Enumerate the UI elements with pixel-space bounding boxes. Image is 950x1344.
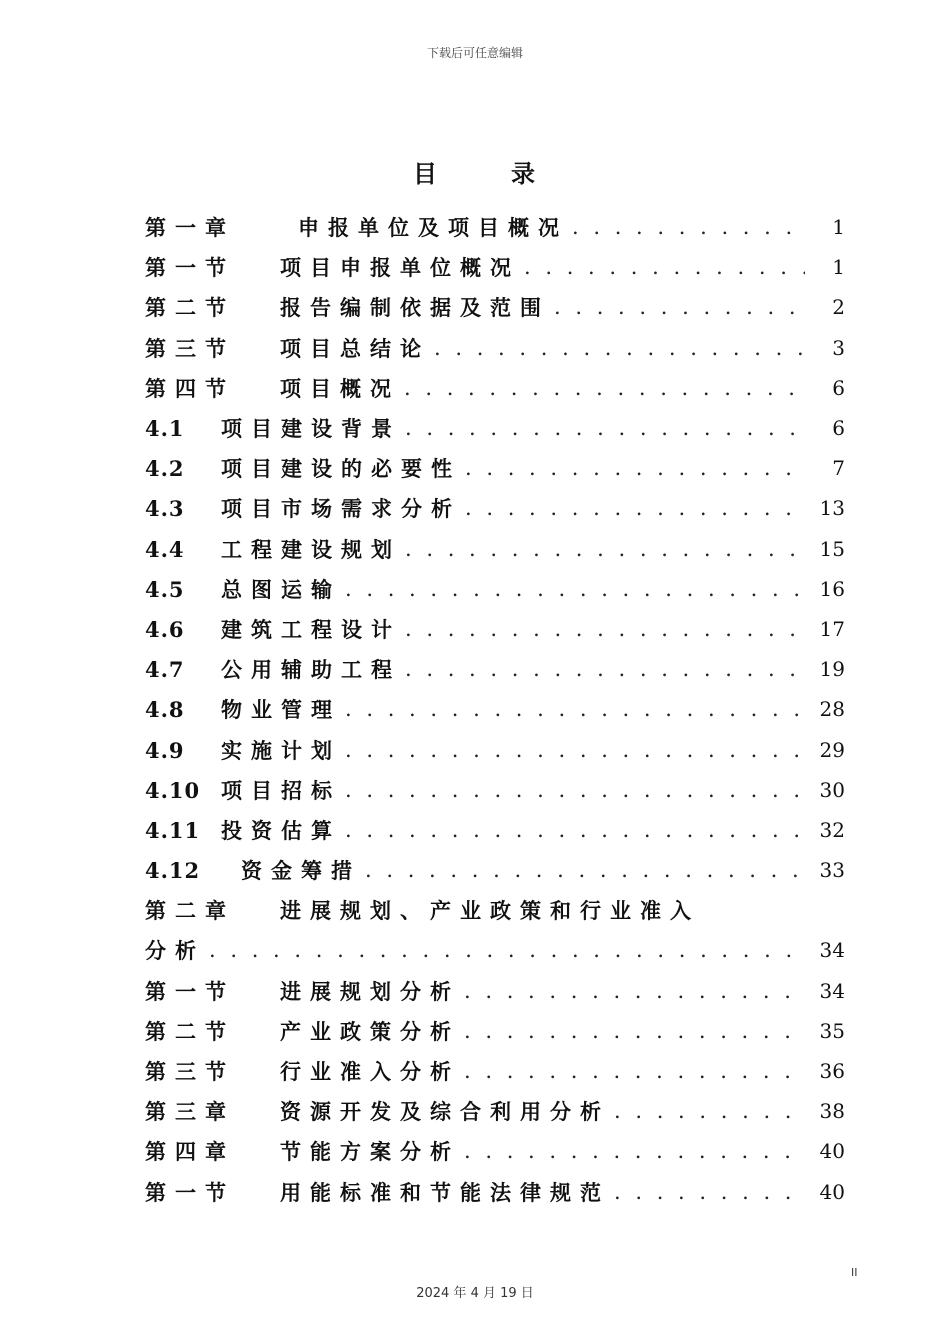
toc-entry-number: 第三节 [145,1059,235,1085]
toc-entry-page: 34 [819,978,845,1003]
toc-leader-dots [464,1019,805,1043]
toc-entry-title: 项目概况 [280,375,400,401]
toc-entry-number: 4.8 [145,697,185,723]
toc-entry-page: 17 [819,616,845,641]
toc-entry[interactable] [145,1172,845,1212]
toc-entry-number: 4.3 [145,496,185,522]
toc-entry-title: 分析 [145,938,205,964]
toc-entry-page: 1 [832,215,845,240]
toc-entry[interactable] [145,207,845,247]
toc-entry-title: 节能方案分析 [280,1139,460,1165]
toc-leader-dots [345,778,805,802]
toc-entry[interactable] [145,649,845,689]
toc-leader-dots [464,1139,805,1163]
toc-entry-title: 实施计划 [221,737,341,763]
toc-entry[interactable] [145,1011,845,1051]
toc-entry-page: 15 [819,536,845,561]
toc-leader-dots [345,818,805,842]
toc-entry-page: 34 [819,938,845,963]
toc-entry[interactable] [145,1131,845,1171]
toc-leader-dots [465,456,805,480]
toc-entry-title: 产业政策分析 [280,1018,460,1044]
toc-entry-number: 4.6 [145,616,185,642]
toc-entry-number: 4.4 [145,536,185,562]
toc-entry-page: 3 [832,335,845,360]
toc-entry-continuation[interactable] [145,930,845,970]
toc-entry[interactable] [145,850,845,890]
toc-entry-page: 7 [832,456,845,481]
toc-entry-page: 35 [819,1018,845,1043]
toc-entry[interactable] [145,368,845,408]
toc-entry-page: 19 [819,657,845,682]
toc-entry[interactable] [145,810,845,850]
toc-entry[interactable] [145,890,845,930]
toc-entry-title: 用能标准和节能法律规范 [280,1179,610,1205]
toc-leader-dots [404,376,805,400]
toc-entry-title: 项目建设背景 [221,416,401,442]
toc-title-left: 目 [413,159,439,188]
toc-entry-title: 工程建设规划 [221,536,401,562]
toc-entry-title: 申报单位及项目概况 [298,215,568,241]
toc-entry-title: 建筑工程设计 [221,616,401,642]
toc-entry-title: 行业准入分析 [280,1059,460,1085]
toc-leader-dots [405,617,805,641]
toc-entry-page: 29 [819,737,845,762]
toc-entry-page: 1 [832,255,845,280]
toc-entry-number: 4.2 [145,456,185,482]
toc-entry-number: 4.7 [145,657,185,683]
toc-entry[interactable] [145,729,845,769]
toc-entry-number: 第四节 [145,375,235,401]
toc-leader-dots [554,295,805,319]
toc-entry-number: 4.9 [145,737,185,763]
toc-entry-number: 4.11 [145,817,201,843]
toc-entry-number: 第三节 [145,335,235,361]
toc-entry-number: 4.5 [145,576,185,602]
toc-leader-dots [405,657,805,681]
toc-leader-dots [465,496,805,520]
toc-entry[interactable] [145,488,845,528]
toc-entry-number: 第四章 [145,1139,235,1165]
page-number: II [851,1266,858,1279]
toc-title [0,154,950,189]
toc-leader-dots [524,255,805,279]
toc-entry[interactable] [145,287,845,327]
toc-entry[interactable] [145,247,845,287]
toc-leader-dots [345,738,805,762]
toc-entry-title: 项目总结论 [280,335,430,361]
toc-entry-title: 物业管理 [221,697,341,723]
toc-entry-title: 资金筹措 [241,858,361,884]
toc-leader-dots [209,938,805,962]
toc-entry[interactable] [145,609,845,649]
toc-entry-title: 项目市场需求分析 [221,496,461,522]
toc-entry-page: 13 [819,496,845,521]
toc-entry-number: 第一节 [145,255,235,281]
toc-leader-dots [345,577,805,601]
toc-entry-title: 总图运输 [221,576,341,602]
toc-entry[interactable] [145,689,845,729]
toc-entry-page: 28 [819,697,845,722]
toc-entry[interactable] [145,448,845,488]
toc-entry[interactable] [145,1091,845,1131]
toc-entry-title: 投资估算 [221,817,341,843]
toc-entry-title: 项目招标 [221,777,341,803]
toc-entry-number: 第二章 [145,898,235,924]
toc-entry-page: 36 [819,1059,845,1084]
toc-entry-page: 30 [819,777,845,802]
toc-entry[interactable] [145,569,845,609]
toc-entry-number: 第三章 [145,1099,235,1125]
toc-entry-page: 40 [819,1139,845,1164]
toc-leader-dots [464,979,805,1003]
toc-leader-dots [365,858,805,882]
toc-leader-dots [345,697,805,721]
toc-entry-number: 第一章 [145,215,235,241]
toc-entry[interactable] [145,971,845,1011]
toc-entry-title: 报告编制依据及范围 [280,295,550,321]
toc-entry[interactable] [145,770,845,810]
toc-leader-dots [434,336,805,360]
toc-entry-title: 项目申报单位概况 [280,255,520,281]
toc-entry-title: 资源开发及综合利用分析 [280,1099,610,1125]
toc-entry[interactable] [145,408,845,448]
toc-entry-page: 16 [819,576,845,601]
toc-leader-dots [614,1099,805,1123]
toc-leader-dots [405,416,805,440]
toc-entry-page: 2 [832,295,845,320]
toc-entry-number: 4.10 [145,777,201,803]
toc-entry-page: 33 [819,858,845,883]
toc-entry-number: 4.12 [145,858,201,884]
toc-entry-title: 进展规划分析 [280,978,460,1004]
toc-entry-title: 公用辅助工程 [221,657,401,683]
toc-entry-page: 6 [832,375,845,400]
toc-entry[interactable] [145,1051,845,1091]
toc-entry-page: 38 [819,1099,845,1124]
toc-leader-dots [405,537,805,561]
toc-entry-number: 第二节 [145,1018,235,1044]
toc-entry-page: 40 [819,1179,845,1204]
header-note: 下载后可任意编辑 [426,46,523,60]
toc-entry-number: 第二节 [145,295,235,321]
toc-entry-page: 32 [819,817,845,842]
footer-date: 2024 年 4 月 19 日 [416,1286,534,1301]
toc-leader-dots [614,1180,805,1204]
toc-entry[interactable] [145,529,845,569]
table-of-contents [145,207,845,1212]
toc-entry-number: 4.1 [145,416,185,442]
toc-entry-number: 第一节 [145,1179,235,1205]
toc-entry-title: 进展规划、产业政策和行业准入 [280,898,700,924]
toc-entry[interactable] [145,328,845,368]
toc-entry-number: 第一节 [145,978,235,1004]
toc-entry-title: 项目建设的必要性 [221,456,461,482]
toc-entry-page: 6 [832,416,845,441]
toc-leader-dots [464,1059,805,1083]
toc-title-right: 录 [511,159,537,188]
toc-leader-dots [572,215,805,239]
